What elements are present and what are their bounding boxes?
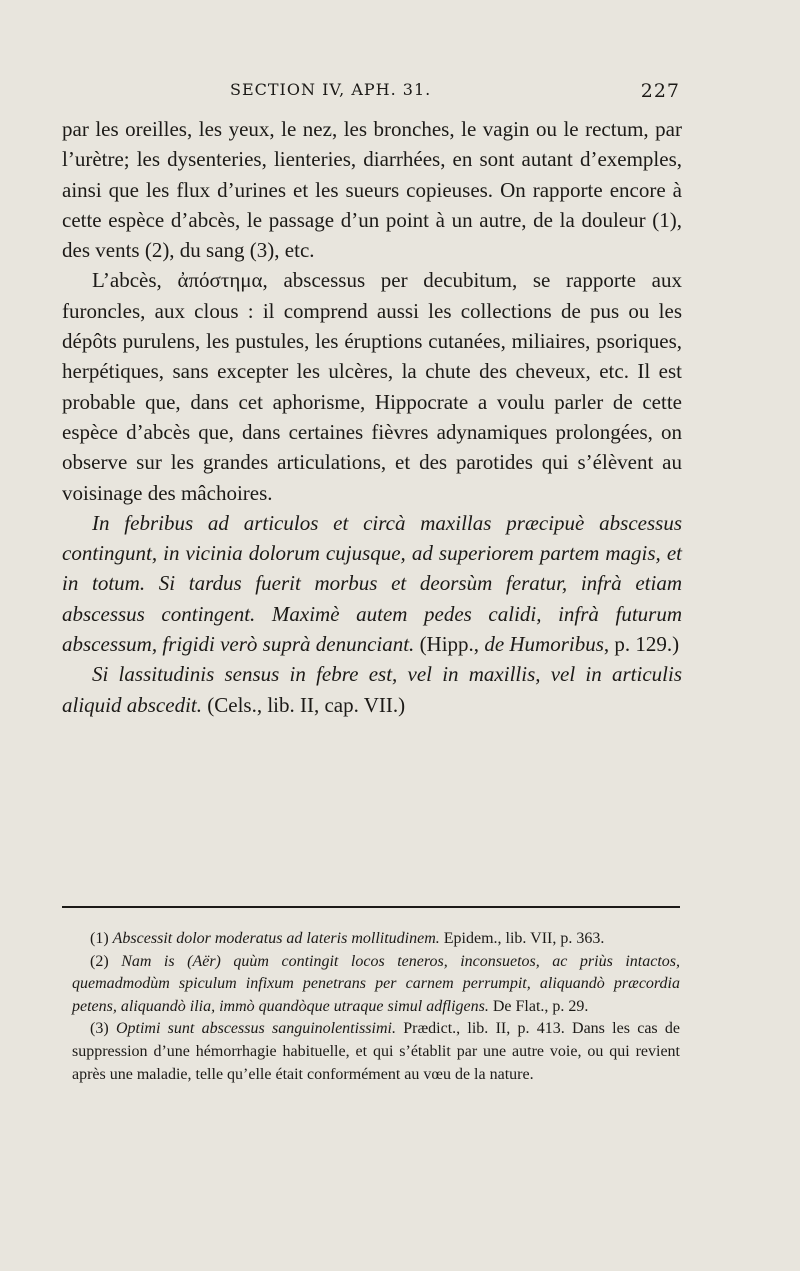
footnote-3-mark: (3) — [90, 1020, 116, 1038]
reference-celsus: (Cels., lib. II, cap. VII.) — [202, 692, 406, 717]
footnote-2-reference: De Flat., p. 29. — [488, 997, 589, 1015]
footnote-3 — [72, 1018, 680, 1086]
footnote-3-latin: Optimi sunt abscessus sanguinolentissimi. — [115, 1020, 396, 1038]
latin-quote-humoribus: In febribus ad articulos et circà maxillas præcipuè abscessus contingunt, in vicinia dolorum cujusque, ad superiorem partem magis, et in totum. Si tardus fuerit morbus et deorsùm feratur, infrà etiam abscessus contingent. Maximè autem pedes calidi, infrà futurum abscessum, frigidi verò suprà denunciant. — [62, 510, 682, 657]
footnote-3-reference: Prædict., lib. II, p. 413. Dans les cas de suppression d’une hémorrhagie habituelle, et qui s’établit par une autre voie, ou qui revient après une maladie, telle qu’elle était conformément au vœu de la nature. — [72, 1020, 681, 1083]
footnote-1-mark: (1) — [90, 930, 113, 947]
body-text — [62, 114, 682, 720]
footnote-2-mark: (2) — [90, 952, 122, 970]
page-number: 227 — [640, 80, 680, 102]
footnote-2-latin: Nam is (Aër) quùm contingit locos teneros, inconsuetos, ac priùs intactos, quemadmodùm spiculum infixum penetrans per carnem perrumpit, aliquandò præcordia petens, aliquandò ilia, immò quandòque utraque simul adfligens. — [72, 952, 681, 1015]
latin-quote-celsus: Si lassitudinis sensus in febre est, vel in maxillis, vel in articulis aliquid abscedit. — [62, 662, 682, 717]
section-heading: SECTION IV, APH. 31. — [230, 80, 432, 99]
footnote-1-reference: Epidem., lib. VII, p. 363. — [439, 930, 605, 947]
reference-hipp-title: de Humoribus — [484, 632, 604, 657]
paragraph-4-quote — [62, 659, 682, 720]
reference-hipp-page: , p. 129.) — [603, 632, 680, 657]
footnote-rule — [62, 906, 680, 908]
footnotes — [72, 928, 680, 1086]
footnote-1 — [72, 928, 680, 951]
paragraph-2: L’abcès, ἀπόστημα, abscessus per decubitum, se rapporte aux furoncles, aux clous : il comprend aussi les collections de pus ou les dépôts purulens, les pustules, les éruptions cutanées, miliaires, psoriques, herpétiques, sans excepter les ulcères, la chute des cheveux, etc. Il est probable que, dans cet aphorisme, Hippocrate a voulu parler de cette espèce d’abcès que, dans certaines fièvres adynamiques prolongées, on observe sur les grandes articulations, et des parotides qui s’élèvent au voisinage des mâchoires. — [62, 268, 682, 505]
paragraph-1: par les oreilles, les yeux, le nez, les bronches, le vagin ou le rectum, par l’urètre; les dysenteries, lienteries, diarrhées, en sont autant d’exemples, ainsi que les flux d’urines et les sueurs copieuses. On rapporte encore à cette espèce d’abcès, le passage d’un point à un autre, de la douleur (1), des vents (2), du sang (3), etc. — [62, 117, 682, 263]
paragraph-3-quote — [62, 508, 682, 659]
running-header — [230, 80, 680, 106]
footnote-2 — [72, 951, 680, 1019]
reference-hipp: (Hipp., — [414, 632, 485, 657]
footnote-1-latin: Abscessit dolor moderatus ad lateris mollitudinem. — [112, 930, 440, 947]
